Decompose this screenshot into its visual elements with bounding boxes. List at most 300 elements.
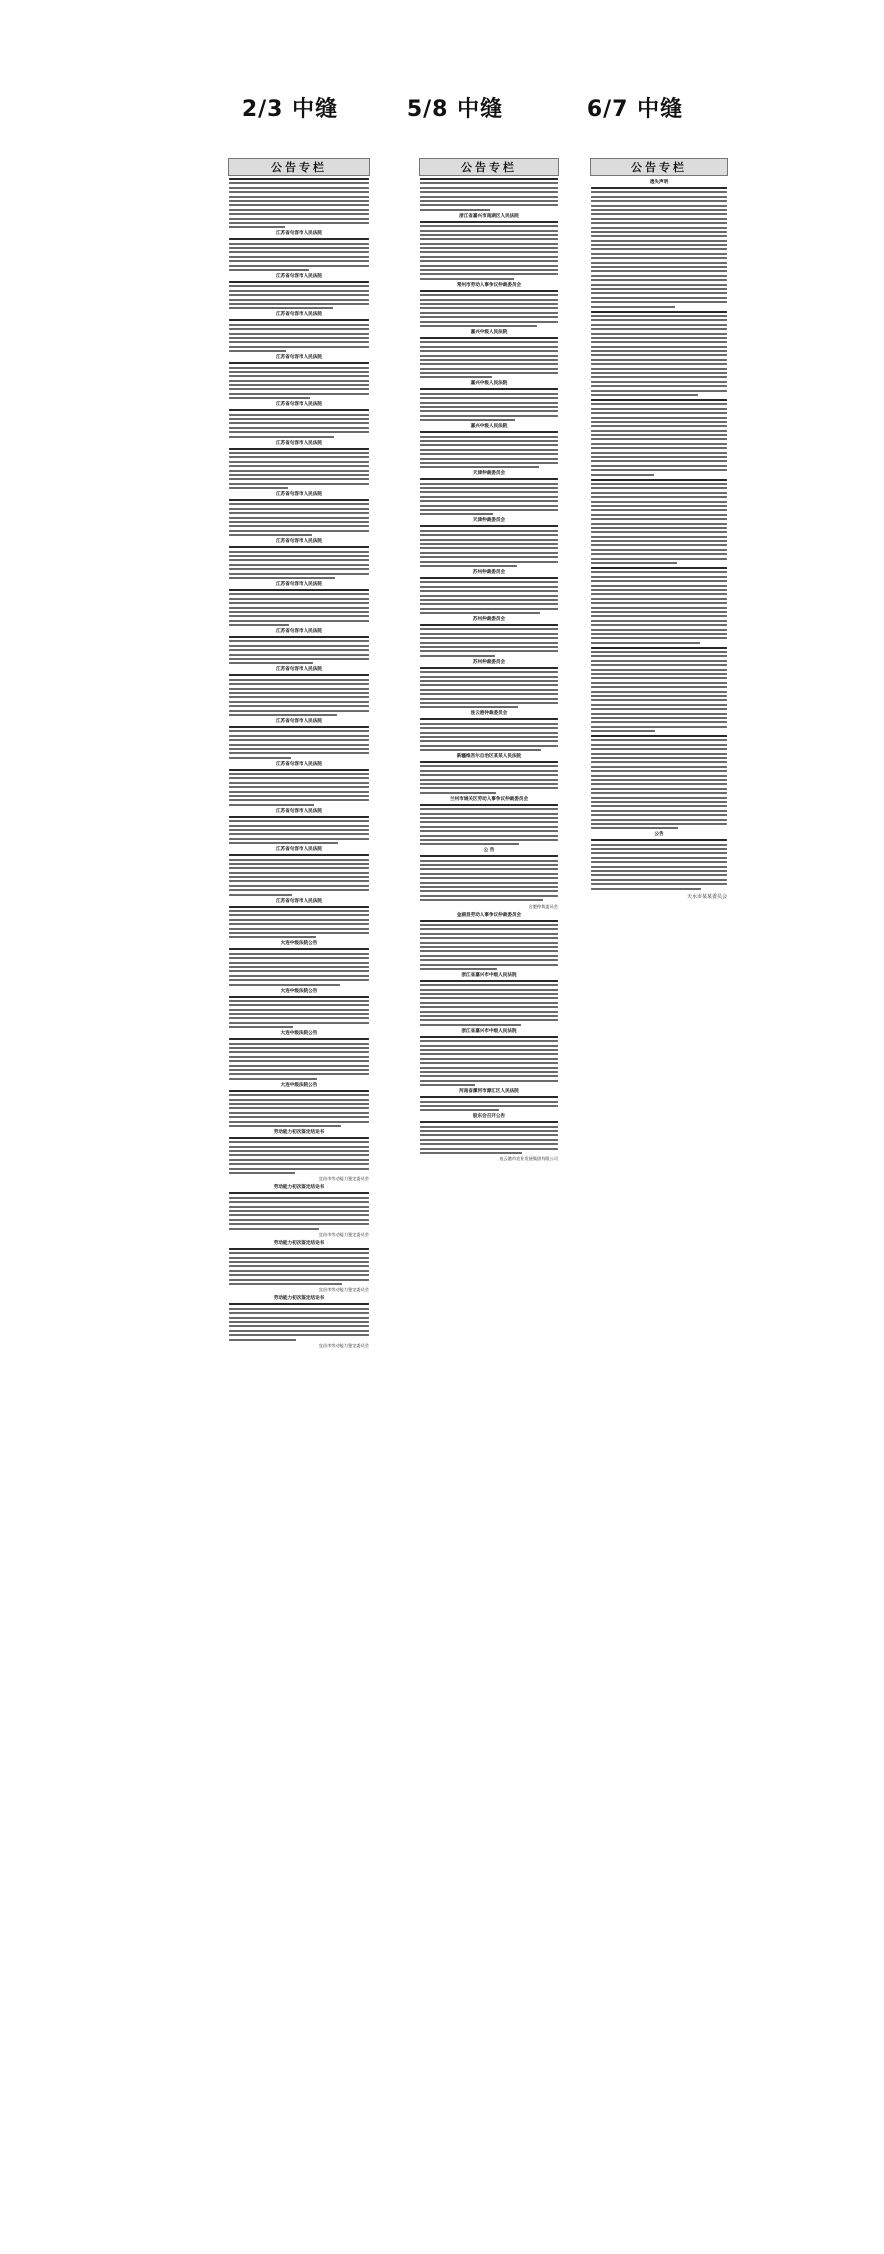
text-line: [420, 946, 558, 948]
text-line: [229, 1159, 369, 1161]
notice-block: [229, 762, 369, 806]
text-line: [229, 436, 334, 438]
text-line: [229, 307, 333, 309]
text-line: [229, 752, 369, 754]
text-line: [229, 919, 369, 921]
text-line: [591, 761, 727, 763]
text-line: [420, 1067, 558, 1069]
text-line: [229, 782, 369, 784]
text-line: [229, 1265, 369, 1267]
text-line: [229, 478, 369, 480]
notice-body-text: [420, 761, 558, 794]
text-line: [229, 662, 313, 664]
text-line: [229, 889, 369, 891]
notice-title: 兰州市城关区劳动人事争议仲裁委员会: [449, 796, 529, 802]
text-line: [229, 346, 369, 348]
text-line: [591, 248, 727, 250]
text-line: [420, 1024, 521, 1026]
text-line: [229, 859, 369, 861]
notice-title: 连云港仲裁委员会: [470, 711, 508, 717]
notice-title: 江苏省句容市人民法院: [276, 847, 322, 853]
notice-body-text: [591, 399, 727, 476]
text-line: [420, 980, 558, 982]
text-line: [420, 543, 558, 545]
text-line: [420, 968, 497, 970]
column-header: 公告专栏: [419, 158, 559, 176]
text-line: [229, 251, 369, 253]
text-line: [591, 629, 727, 631]
notice-body-text: [229, 816, 369, 844]
notice-column-2[interactable]: [419, 158, 559, 2242]
text-line: [420, 779, 558, 781]
notice-block: [229, 847, 369, 896]
text-line: [420, 431, 558, 433]
notice-block: [420, 178, 558, 211]
text-line: [591, 801, 727, 803]
text-line: [420, 341, 558, 343]
notice-title: 江苏省句容市人民法院: [276, 274, 322, 280]
text-line: [229, 620, 369, 622]
text-line: [229, 730, 369, 732]
text-line: [229, 1141, 369, 1143]
text-line: [591, 611, 727, 613]
text-line: [591, 779, 727, 781]
text-line: [420, 419, 515, 421]
text-line: [229, 636, 369, 638]
text-line: [229, 456, 369, 458]
notice-block: [420, 660, 558, 709]
text-line: [420, 964, 558, 966]
text-line: [591, 655, 727, 657]
text-line: [420, 1126, 558, 1128]
text-line: [591, 417, 727, 419]
text-line: [229, 739, 369, 741]
text-line: [591, 637, 727, 639]
text-line: [229, 649, 369, 651]
notice-block: [591, 735, 727, 829]
text-line: [229, 910, 369, 912]
text-line: [229, 611, 369, 613]
notice-title: 江苏省句容市人民法院: [276, 581, 322, 587]
notice-title: 嘉兴中级人民法院: [470, 329, 508, 335]
notice-block: [229, 629, 369, 664]
text-line: [229, 872, 369, 874]
notice-block: [420, 283, 558, 327]
text-line: [229, 615, 369, 617]
notice-body-text: [420, 337, 558, 379]
notice-body-text: [229, 409, 369, 437]
text-line: [591, 669, 727, 671]
text-line: [229, 748, 369, 750]
text-line: [420, 590, 558, 592]
column-tail-signature: 天水市某某委员会: [686, 893, 727, 900]
text-line: [229, 1201, 369, 1203]
text-line: [229, 705, 369, 707]
text-line: [591, 540, 727, 542]
text-line: [229, 1154, 369, 1156]
text-line: [420, 449, 558, 451]
text-line: [229, 1026, 293, 1028]
text-line: [591, 301, 727, 303]
notice-column-3[interactable]: [590, 158, 728, 2242]
text-line: [229, 1270, 369, 1272]
text-line: [591, 682, 727, 684]
text-line: [591, 647, 727, 649]
text-line: [229, 178, 369, 180]
text-line: [420, 1058, 558, 1060]
text-line: [420, 247, 558, 249]
text-line: [591, 602, 727, 604]
text-line: [420, 539, 558, 541]
text-line: [420, 388, 558, 390]
notice-block: [229, 1241, 369, 1294]
text-line: [420, 650, 558, 652]
text-line: [229, 285, 369, 287]
text-line: [420, 984, 558, 986]
text-line: [229, 333, 369, 335]
notice-list: [419, 176, 559, 1162]
notice-column-1[interactable]: [228, 158, 370, 2242]
text-line: [420, 920, 558, 922]
text-line: [591, 447, 727, 449]
text-line: [420, 363, 558, 365]
notice-signature: 宜昌市劳动能力鉴定委员会: [318, 1287, 369, 1293]
notice-title: 苏州仲裁委员会: [472, 617, 506, 623]
notice-title: 劳动能力初次鉴定结论书: [273, 1185, 325, 1191]
text-line: [591, 699, 727, 701]
text-line: [420, 303, 558, 305]
text-line: [420, 487, 558, 489]
text-line: [420, 761, 558, 763]
text-line: [229, 448, 369, 450]
text-line: [591, 235, 727, 237]
notice-block: [229, 582, 369, 626]
text-line: [591, 514, 727, 516]
notice-body-text: [229, 319, 369, 352]
text-line: [229, 645, 369, 647]
text-line: [591, 244, 727, 246]
text-line: [420, 260, 558, 262]
text-line: [420, 1139, 558, 1141]
text-line: [420, 440, 558, 442]
text-line: [229, 222, 369, 224]
text-line: [229, 757, 291, 759]
text-line: [229, 786, 369, 788]
text-line: [420, 397, 558, 399]
notice-body-text: [229, 854, 369, 896]
text-line: [229, 602, 369, 604]
text-line: [591, 558, 727, 560]
notice-body-text: [229, 362, 369, 399]
text-line: [420, 312, 558, 314]
text-line: [591, 376, 727, 378]
text-line: [591, 346, 727, 348]
text-line: [420, 230, 558, 232]
text-line: [420, 1105, 558, 1107]
text-line: [229, 512, 369, 514]
text-line: [420, 787, 558, 789]
text-line: [591, 479, 727, 481]
text-line: [591, 438, 727, 440]
text-line: [229, 795, 369, 797]
text-line: [229, 880, 369, 882]
notice-title: 江苏省句容市人民法院: [276, 808, 322, 814]
notice-body-text: [591, 567, 727, 644]
text-line: [229, 1150, 369, 1152]
text-line: [420, 273, 558, 275]
notice-block: [229, 539, 369, 579]
notice-block: [229, 941, 369, 985]
notice-block: [420, 711, 558, 751]
text-line: [229, 1303, 369, 1305]
text-line: [591, 328, 727, 330]
text-line: [229, 674, 369, 676]
text-line: [420, 680, 558, 682]
text-line: [591, 852, 727, 854]
notice-body-text: [420, 1121, 558, 1154]
text-line: [591, 633, 727, 635]
notice-body-text: [420, 178, 558, 211]
notice-signature: 合肥仲裁委员会: [528, 903, 558, 909]
notice-body-text: [420, 804, 558, 846]
text-line: [420, 581, 558, 583]
notice-block: [229, 719, 369, 759]
notice-body-text: [229, 769, 369, 806]
text-line: [420, 864, 558, 866]
text-line: [229, 294, 369, 296]
text-line: [229, 200, 369, 202]
notice-block: [229, 231, 369, 271]
text-line: [591, 284, 727, 286]
text-line: [591, 394, 698, 396]
text-line: [591, 262, 727, 264]
text-line: [420, 723, 558, 725]
notice-body-text: [229, 1303, 369, 1340]
text-line: [229, 530, 369, 532]
notice-title: 江苏省句容市人民法院: [276, 312, 322, 318]
notice-block: [591, 832, 727, 889]
text-line: [420, 350, 558, 352]
text-line: [229, 409, 369, 411]
text-line: [591, 196, 727, 198]
notice-block: [229, 899, 369, 939]
column-header: 公告专栏: [228, 158, 370, 176]
text-line: [229, 654, 369, 656]
text-line: [229, 418, 369, 420]
notice-title: 江苏省句容市人民法院: [276, 667, 322, 673]
text-line: [420, 200, 558, 202]
text-line: [420, 839, 558, 841]
text-line: [591, 412, 727, 414]
text-line: [420, 509, 558, 511]
text-line: [229, 970, 369, 972]
text-line: [229, 820, 369, 822]
text-line: [229, 1163, 369, 1165]
notice-block: [229, 178, 369, 228]
text-line: [591, 757, 727, 759]
text-line: [229, 804, 314, 806]
text-line: [229, 1206, 369, 1208]
text-line: [591, 266, 727, 268]
text-line: [229, 885, 369, 887]
notice-title: 劳动能力初次鉴定结论书: [273, 1240, 325, 1246]
text-line: [591, 227, 727, 229]
text-line: [229, 380, 369, 382]
text-line: [420, 491, 558, 493]
text-line: [420, 269, 558, 271]
text-line: [420, 1152, 522, 1154]
text-line: [229, 238, 369, 240]
text-line: [591, 421, 727, 423]
notice-block: [420, 1029, 558, 1086]
notice-title: 劳动能力初次鉴定结论书: [273, 1129, 325, 1135]
notice-body-text: [229, 1038, 369, 1080]
text-line: [420, 745, 558, 747]
text-line: [229, 1223, 369, 1225]
text-line: [591, 549, 727, 551]
text-line: [420, 577, 558, 579]
text-line: [420, 182, 558, 184]
text-line: [420, 278, 514, 280]
text-line: [591, 713, 727, 715]
text-line: [591, 385, 727, 387]
text-line: [591, 673, 727, 675]
notice-signature: 宜昌市劳动能力鉴定委员会: [318, 1176, 369, 1182]
notice-title: 浙江省嘉兴市中级人民法院: [461, 1028, 517, 1034]
notice-block: [229, 355, 369, 399]
text-line: [420, 646, 558, 648]
text-line: [229, 696, 369, 698]
text-line: [420, 633, 558, 635]
text-line: [229, 452, 369, 454]
text-line: [420, 774, 558, 776]
text-line: [591, 324, 727, 326]
text-line: [229, 1051, 369, 1053]
text-line: [420, 676, 558, 678]
text-line: [229, 1060, 369, 1062]
text-line: [229, 1210, 369, 1212]
text-line: [591, 257, 727, 259]
text-line: [229, 269, 309, 271]
text-line: [229, 1283, 342, 1285]
text-line: [229, 842, 338, 844]
text-line: [591, 465, 727, 467]
text-line: [591, 788, 727, 790]
text-line: [229, 867, 369, 869]
text-line: [229, 777, 369, 779]
text-line: [229, 1017, 369, 1019]
text-line: [420, 599, 558, 601]
text-line: [591, 425, 727, 427]
notice-body-text: [591, 839, 727, 889]
notice-body-text: [229, 178, 369, 228]
notice-title: 江苏省句容市人民法院: [276, 492, 322, 498]
notice-signature: 宜昌市劳动能力鉴定委员会: [318, 1342, 369, 1348]
text-line: [229, 1330, 369, 1332]
text-line: [420, 843, 519, 845]
text-line: [591, 399, 727, 401]
text-line: [229, 555, 369, 557]
text-line: [420, 667, 558, 669]
text-line: [591, 797, 727, 799]
text-line: [420, 702, 558, 704]
notice-title: 江苏省句容市人民法院: [276, 402, 322, 408]
text-line: [591, 775, 727, 777]
text-line: [591, 492, 727, 494]
text-line: [420, 225, 558, 227]
text-line: [591, 231, 727, 233]
text-line: [420, 316, 558, 318]
text-line: [420, 372, 558, 374]
text-line: [420, 196, 558, 198]
notice-block: [420, 381, 558, 421]
text-line: [229, 1069, 369, 1071]
text-line: [229, 487, 288, 489]
text-line: [591, 651, 727, 653]
text-line: [229, 624, 289, 626]
text-line: [420, 882, 558, 884]
text-line: [229, 975, 369, 977]
text-line: [420, 406, 558, 408]
notice-block: [420, 214, 558, 280]
notice-body-text: [420, 718, 558, 751]
text-line: [229, 1121, 369, 1123]
notice-body-text: [420, 980, 558, 1026]
text-line: [229, 1168, 369, 1170]
text-line: [591, 240, 727, 242]
text-line: [420, 393, 558, 395]
text-line: [229, 816, 369, 818]
text-line: [229, 854, 369, 856]
notice-body-text: [591, 187, 727, 308]
notice-body-text: [229, 546, 369, 579]
text-line: [229, 1219, 369, 1221]
text-line: [229, 414, 369, 416]
text-line: [229, 1252, 369, 1254]
text-line: [229, 1078, 317, 1080]
text-line: [591, 607, 727, 609]
text-line: [229, 384, 369, 386]
notice-title: 浙江省嘉兴市南湖区人民法院: [459, 213, 519, 219]
text-line: [420, 698, 558, 700]
text-line: [229, 838, 369, 840]
text-line: [229, 226, 285, 228]
text-line: [229, 388, 369, 390]
notice-title: 大连中级法院公告: [280, 988, 318, 994]
text-line: [420, 453, 558, 455]
text-line: [420, 830, 558, 832]
text-line: [229, 948, 369, 950]
notice-title: 苏州仲裁委员会: [472, 569, 506, 575]
text-line: [591, 874, 727, 876]
text-line: [229, 397, 310, 399]
text-line: [420, 483, 558, 485]
text-line: [420, 684, 558, 686]
notice-title: 江苏省句容市人民法院: [276, 539, 322, 545]
text-line: [591, 209, 727, 211]
text-line: [229, 679, 369, 681]
text-line: [591, 730, 655, 732]
notice-block: [420, 754, 558, 794]
notice-body-text: [591, 647, 727, 732]
text-line: [229, 1214, 369, 1216]
text-line: [591, 222, 727, 224]
text-line: [229, 503, 369, 505]
text-line: [591, 553, 727, 555]
text-line: [591, 888, 701, 890]
text-line: [420, 1036, 558, 1038]
text-line: [420, 1080, 558, 1082]
